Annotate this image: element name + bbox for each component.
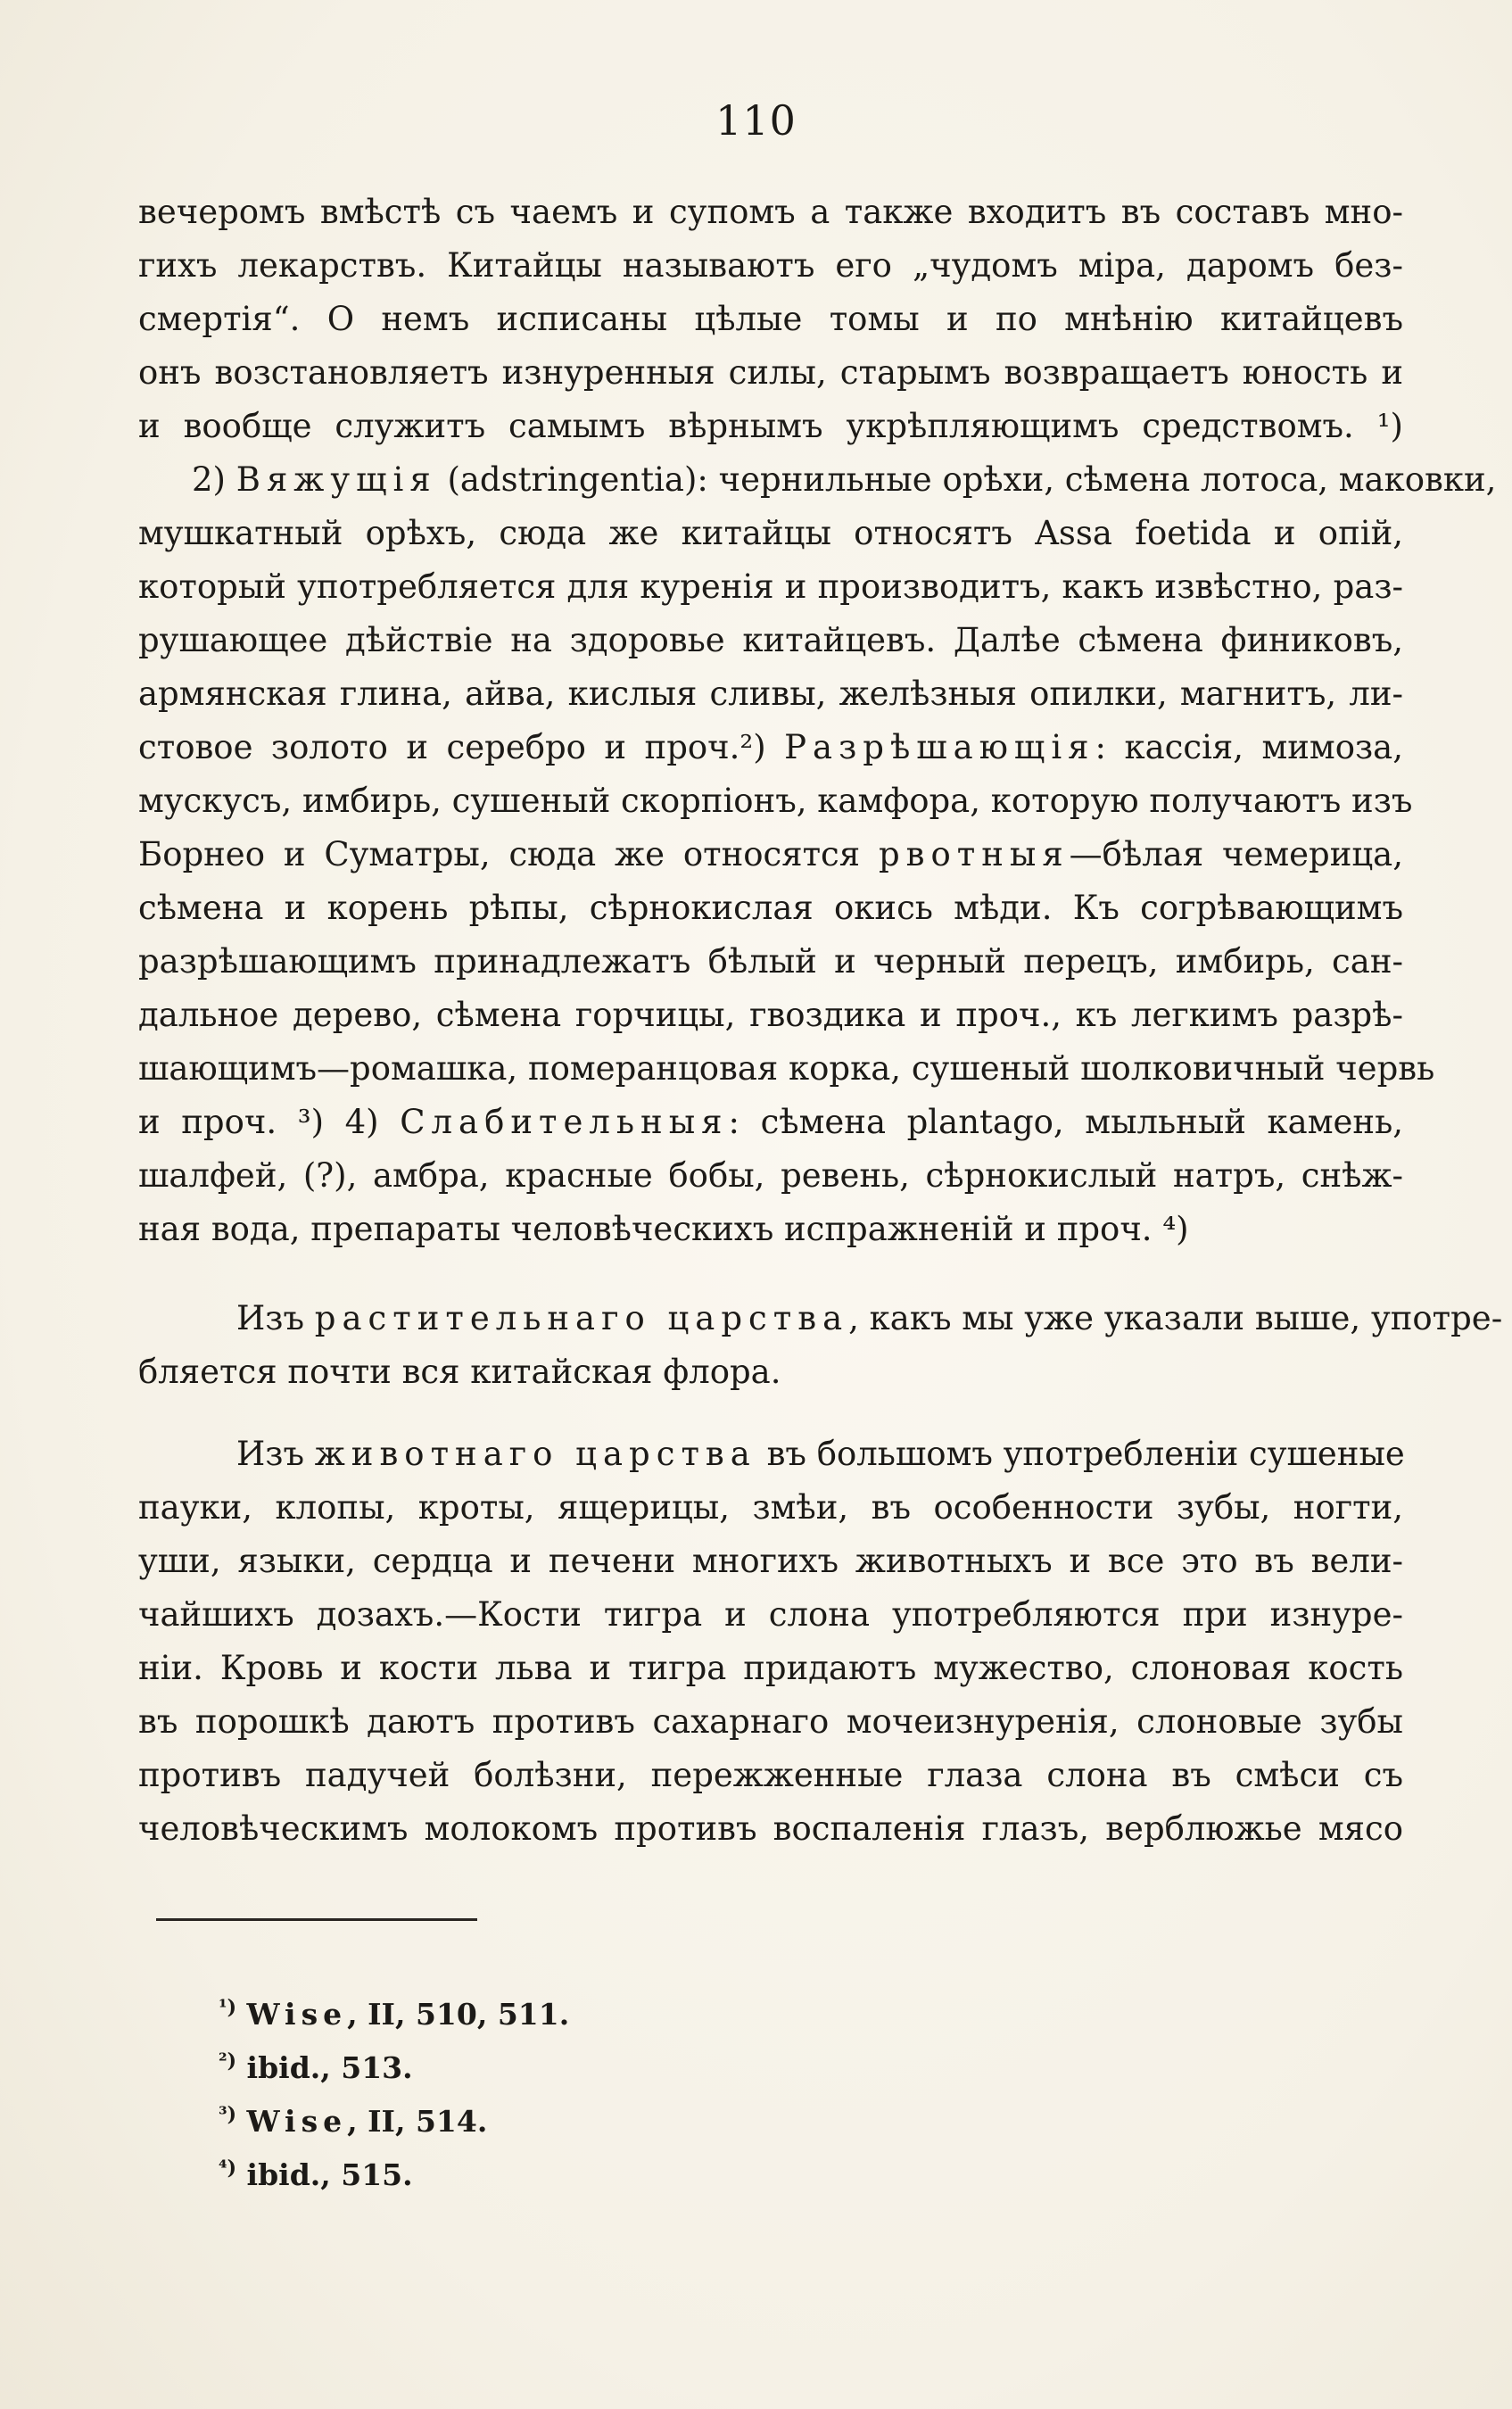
paragraph-4 [138,1428,1403,1856]
text-line [138,721,1403,774]
text-line: чайшихъ дозахъ.—Кости тигра и слона употребляются при изнуре- [138,1595,1403,1634]
text-line [138,1096,1403,1149]
spaced-term: Слабительныя [400,1103,729,1141]
footnote-ref: , II, 510, 511. [347,1997,570,2032]
footnote [219,2148,569,2202]
text-line: шалфей, (?), амбра, красные бобы, ревень, сѣрнокислый натръ, снѣж- [138,1156,1403,1195]
text-fragment: , какъ мы уже указали выше, употре- [848,1299,1503,1337]
paragraph-1 [138,186,1403,453]
text-line: гихъ лекарствъ. Китайцы называютъ его „чудомъ міра, даромъ без- [138,246,1403,285]
text-line: и вообще служитъ самымъ вѣрнымъ укрѣпляющимъ средствомъ. ¹) [138,407,1403,445]
paragraph-2 [138,453,1497,1256]
text-line: вечеромъ вмѣстѣ съ чаемъ и супомъ а также входитъ въ составъ мно- [138,193,1403,231]
footnote-mark: ⁴) [219,2157,237,2180]
text-line: уши, языки, сердца и печени многихъ животныхъ и все это въ вели- [138,1542,1403,1580]
page-number: 110 [715,96,797,145]
footnote [219,1988,569,2041]
text-fragment: Борнео и Суматры, сюда же относятся [138,835,861,873]
footnote [219,2041,569,2095]
list-number: 2) [192,460,226,499]
footnote-mark: ¹) [219,1996,237,2019]
footnote-author: ibid. [246,2157,321,2192]
text-line: дальное дерево, сѣмена горчицы, гвоздика и проч., къ легкимъ разрѣ- [138,996,1403,1034]
text-line [138,1428,1403,1481]
text-line: разрѣшающимъ принадлежатъ бѣлый и черный перецъ, имбирь, сан- [138,942,1403,981]
footnote-author: Wise [246,2104,348,2139]
text-line: онъ возстановляетъ изнуренныя силы, старымъ возвращаетъ юность и [138,353,1403,392]
text-line: армянская глина, айва, кислыя сливы, желѣзныя опилки, магнитъ, ли- [138,675,1403,713]
text-line: мушкатный орѣхъ, сюда же китайцы относятъ Assa foetida и опій, [138,514,1403,552]
text-line: противъ падучей болѣзни, пережженные глаза слона въ смѣси съ [138,1756,1403,1794]
text-fragment: (adstringentia): чернильные орѣхи, сѣмена лотоса, маковки, [447,460,1497,499]
text-line: шающимъ—ромашка, померанцовая корка, сушеный шолковичный червь [138,1049,1435,1088]
footnote-author: ibid. [246,2050,321,2085]
text-fragment: —бѣлая чемерица, [1069,835,1403,873]
text-fragment: Изъ [236,1435,304,1473]
text-line: пауки, клопы, кроты, ящерицы, змѣи, въ особенности зубы, ногти, [138,1488,1403,1527]
spaced-term: животнаго царства [314,1435,756,1473]
footnote-mark: ³) [219,2103,237,2126]
text-fragment: стовое золото и серебро и проч.²) [138,728,766,766]
text-line [138,828,1403,882]
footnote [219,2095,569,2148]
text-fragment: въ большомъ употребленіи сушеные [766,1435,1405,1473]
spaced-term: рвотныя [878,835,1070,873]
footnote-ref: , 515. [320,2157,413,2192]
footnote-author: Wise [246,1997,348,2032]
spaced-term: Разрѣшающія [784,728,1095,766]
text-line: ніи. Кровь и кости льва и тигра придаютъ мужество, слоновая кость [138,1649,1403,1687]
footnote-mark: ²) [219,2049,237,2073]
text-line [138,453,1497,507]
footnote-divider [156,1918,477,1921]
text-fragment: и проч. ³) 4) [138,1103,379,1141]
text-line: смертія“. О немъ исписаны цѣлые томы и по мнѣнію китайцевъ [138,300,1403,338]
text-line: въ порошкѣ даютъ противъ сахарнаго мочеизнуренія, слоновые зубы [138,1702,1403,1741]
footnote-ref: , II, 514. [347,2104,488,2139]
text-line: человѣческимъ молокомъ противъ воспаленія глазъ, верблюжье мясо [138,1809,1403,1848]
text-fragment: : кассія, мимоза, [1095,728,1403,766]
footnote-ref: , 513. [320,2050,413,2085]
spaced-term: Вяжущія [235,460,437,499]
text-line: мускусъ, имбирь, сушеный скорпіонъ, камфора, которую получаютъ изъ [138,782,1413,820]
text-line: бляется почти вся китайская флора. [138,1353,781,1391]
text-fragment: Изъ [236,1299,304,1337]
text-line: рушающее дѣйствіе на здоровье китайцевъ. Далѣе сѣмена финиковъ, [138,621,1403,659]
text-line [138,1292,1503,1345]
text-line: сѣмена и корень рѣпы, сѣрнокислая окись мѣди. Къ согрѣвающимъ [138,889,1403,927]
paragraph-3 [138,1292,1503,1399]
footnotes [219,1988,569,2202]
spaced-term: растительнаго царства [314,1299,849,1337]
text-line: ная вода, препараты человѣческихъ испражненій и проч. ⁴) [138,1210,1189,1248]
text-fragment: : сѣмена plantago, мыльный камень, [728,1103,1403,1141]
text-line: который употребляется для куренія и производитъ, какъ извѣстно, раз- [138,567,1403,606]
